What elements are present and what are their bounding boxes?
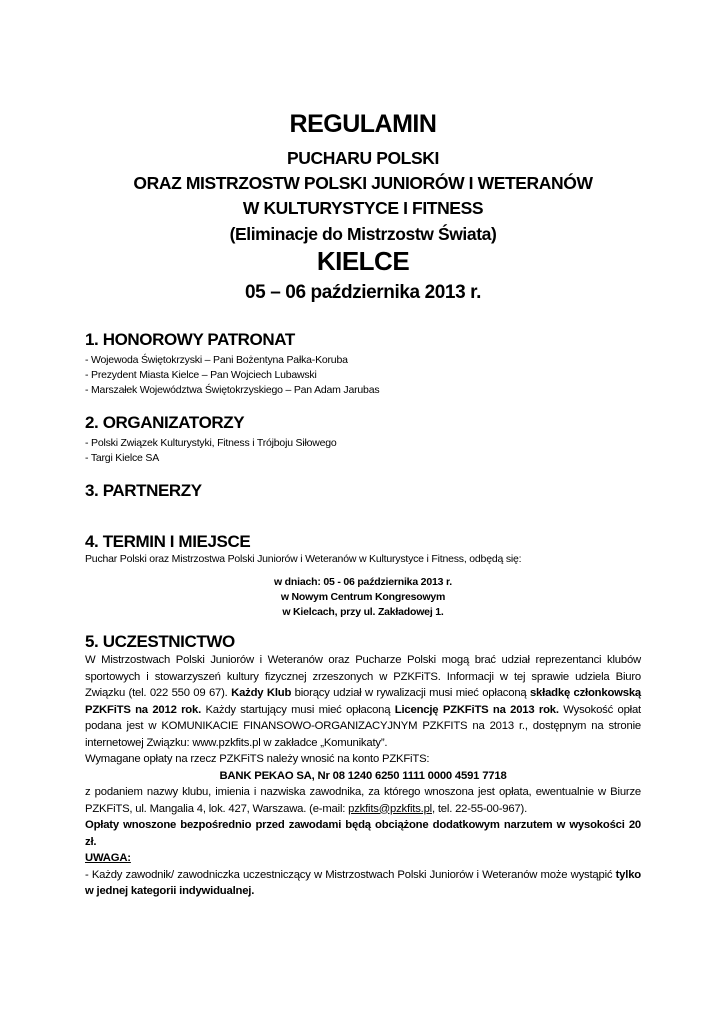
subtitle-line-4: (Eliminacje do Mistrzostw Świata): [229, 224, 497, 244]
payment-details: [85, 784, 641, 817]
event-date: 05 – 06 października 2013 r.: [245, 282, 481, 303]
section-heading: 5. UCZESTNICTWO: [85, 632, 235, 651]
section-heading: 1. HONOROWY PATRONAT: [85, 330, 295, 349]
warning-text: [85, 867, 641, 900]
section-organizers: [85, 413, 641, 466]
payment-instruction: Wymagane opłaty na rzecz PZKFiTS należy wnosić na konto PZKFiTS:: [85, 753, 430, 765]
list-item: - Wojewoda Świętokrzyski – Pani Bożentyna Pałka-Koruba: [85, 354, 348, 366]
subtitle-line-2: ORAZ MISTRZOSTW POLSKI JUNIORÓW I WETERANÓW: [133, 173, 593, 193]
text-span: - Każdy zawodnik/ zawodniczka uczestniczący w Mistrzostwach Polski Juniorów i Weteranów może wystąpić: [85, 868, 616, 881]
text-span: biorący udział w rywalizacji musi mieć opłaconą: [291, 687, 530, 699]
text-span: Każdy startujący musi mieć opłaconą: [201, 703, 395, 716]
document-title: REGULAMIN: [289, 110, 437, 138]
text-span: Wysokość opłat podana jest w KOMUNIKACIE FINANSOWO-ORGANIZACYJNYM PZKFITS na 2013 r., dostępnym na stronie internetowej Związku: www.pzkfits.pl w zakładce „Komunikaty”.: [85, 703, 641, 749]
list-item: - Prezydent Miasta Kielce – Pan Wojciech Lubawski: [85, 369, 317, 381]
event-city: KIELCE: [316, 246, 410, 276]
text-span-bold: Każdy Klub: [231, 687, 292, 699]
section-honorary-patronage: [85, 330, 641, 398]
subtitle-line-3: W KULTURYSTYCE I FITNESS: [242, 198, 484, 218]
text-span-bold: tylko w jednej kategorii indywidualnej.: [85, 868, 641, 897]
section-participation: [85, 632, 641, 900]
text-span-bold: składkę członkowską PZKFiTS na 2012 rok.: [85, 687, 641, 716]
list-item: - Polski Związek Kulturystyki, Fitness i Trójboju Siłowego: [85, 437, 337, 449]
text-span: W Mistrzostwach Polski Juniorów i Weteranów oraz Pucharze Polski mogą brać udział reprezentanci klubów sportowych i stowarzyszeń kultury fizycznej zrzeszonych w PZKFiTS. Informacji w tej sprawie udziela Biuro Związku (tel. 022 550 09 67).: [85, 654, 641, 699]
event-venue-line: w Nowym Centrum Kongresowym: [280, 591, 446, 603]
event-address-line: w Kielcach, przy ul. Zakładowej 1.: [282, 606, 444, 618]
section-date-place: [85, 532, 641, 620]
text-span: z podaniem nazwy klubu, imienia i nazwiska zawodnika, za którego wnoszona jest opłata, ewentualnie w Biurze PZKFiTS, ul. Mangalia 4, lok. 427, Warszawa. (e-mail:: [85, 786, 641, 815]
warning-label: UWAGA:: [85, 852, 131, 864]
section-heading: 3. PARTNERZY: [85, 481, 202, 500]
event-dates-line: w dniach: 05 - 06 października 2013 r.: [274, 576, 452, 588]
email-link[interactable]: pzkfits@pzkfits.pl: [348, 802, 432, 815]
list-item: - Marszałek Województwa Świętokrzyskiego – Pan Adam Jarubas: [85, 384, 380, 396]
text-span-bold: Licencję PZKFiTS na 2013 rok.: [394, 703, 559, 716]
participation-paragraph: [85, 652, 641, 751]
section-heading: 2. ORGANIZATORZY: [85, 413, 245, 432]
section-intro: Puchar Polski oraz Mistrzostwa Polski Juniorów i Weteranów w Kulturystyce i Fitness, odbędą się:: [85, 553, 522, 565]
section-heading: 4. TERMIN I MIEJSCE: [85, 532, 251, 551]
subtitle-line-1: PUCHARU POLSKI: [287, 148, 439, 168]
list-item: - Targi Kielce SA: [85, 452, 160, 464]
bank-account: BANK PEKAO SA, Nr 08 1240 6250 1111 0000 4591 7718: [219, 769, 507, 782]
section-partners: [85, 481, 641, 504]
text-span: , tel. 22-55-00-967).: [431, 802, 528, 815]
surcharge-note: Opłaty wnoszone bezpośrednio przed zawodami będą obciążone dodatkowym narzutem w wysokości 20 zł.: [85, 819, 641, 848]
